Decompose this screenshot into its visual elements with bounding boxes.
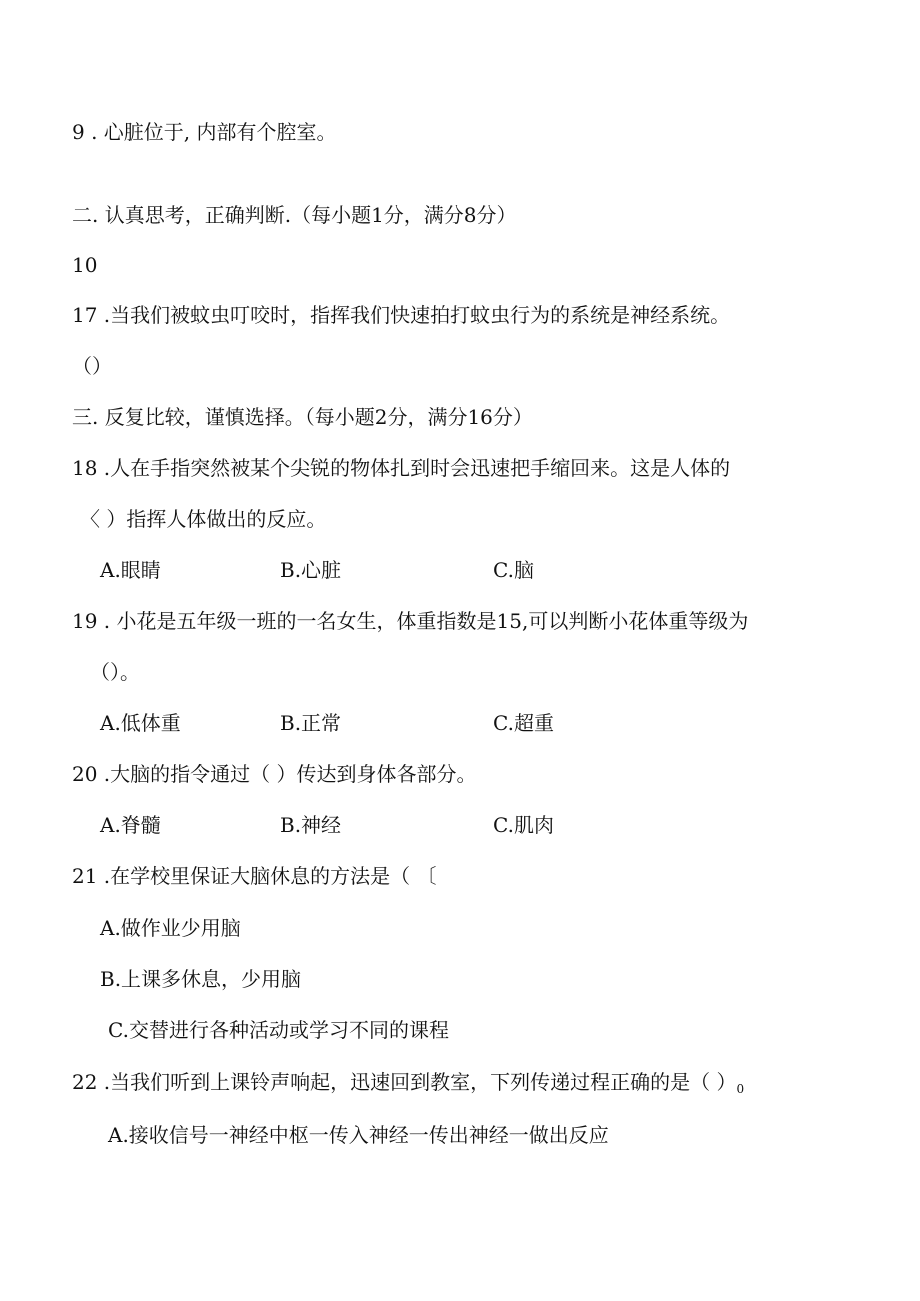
q21-option-b: B.上课多休息，少用脑: [100, 967, 302, 991]
question-20: 20 .大脑的指令通过（ ）传达到身体各部分。: [72, 762, 477, 786]
question-21: 21 .在学校里保证大脑休息的方法是（ 〔: [72, 864, 437, 888]
q21-option-a: A.做作业少用脑: [100, 916, 241, 940]
q18-option-a: A.眼睛: [100, 558, 161, 582]
q19-option-c: C.超重: [493, 711, 554, 735]
q19-option-b: B.正常: [280, 711, 342, 735]
question-17: 17 .当我们被蚊虫叮咬时，指挥我们快速拍打蚊虫行为的系统是神经系统。: [72, 303, 731, 327]
q20-option-a: A.脊髓: [100, 813, 161, 837]
question-19: 19 . 小花是五年级一班的一名女生，体重指数是15,可以判断小花体重等级为: [72, 609, 749, 633]
question-9: 9 . 心脏位于, 内部有个腔室。: [72, 120, 337, 144]
question-18: 18 .人在手指突然被某个尖锐的物体扎到时会迅速把手缩回来。这是人体的: [72, 456, 731, 480]
question-22: [72, 1070, 744, 1097]
q20-option-b: B.神经: [280, 813, 342, 837]
q19-option-a: A.低体重: [100, 711, 181, 735]
q20-option-c: C.肌肉: [493, 813, 554, 837]
q22-option-a: A.接收信号一神经中枢一传入神经一传出神经一做出反应: [108, 1123, 609, 1147]
question-18-continuation: 〈 ）指挥人体做出的反应。: [80, 507, 327, 531]
section-3-heading: 三. 反复比较，谨慎选择。（每小题2分，满分16分）: [72, 405, 533, 429]
section-2-heading: 二. 认真思考，正确判断.（每小题1分，满分8分）: [72, 203, 517, 227]
q18-option-c: C.脑: [493, 558, 534, 582]
question-19-continuation: （）。: [90, 660, 140, 684]
q21-option-c: C.交替进行各种活动或学习不同的课程: [108, 1018, 449, 1042]
q18-option-b: B.心脏: [280, 558, 342, 582]
question-22-tail: 0: [736, 1082, 745, 1096]
question-10-number: 10: [72, 253, 98, 277]
question-17-answer-blank: （）: [72, 354, 112, 378]
question-22-text: 22 .当我们听到上课铃声响起，迅速回到教室，下列传递过程正确的是（ ）: [72, 1070, 737, 1094]
